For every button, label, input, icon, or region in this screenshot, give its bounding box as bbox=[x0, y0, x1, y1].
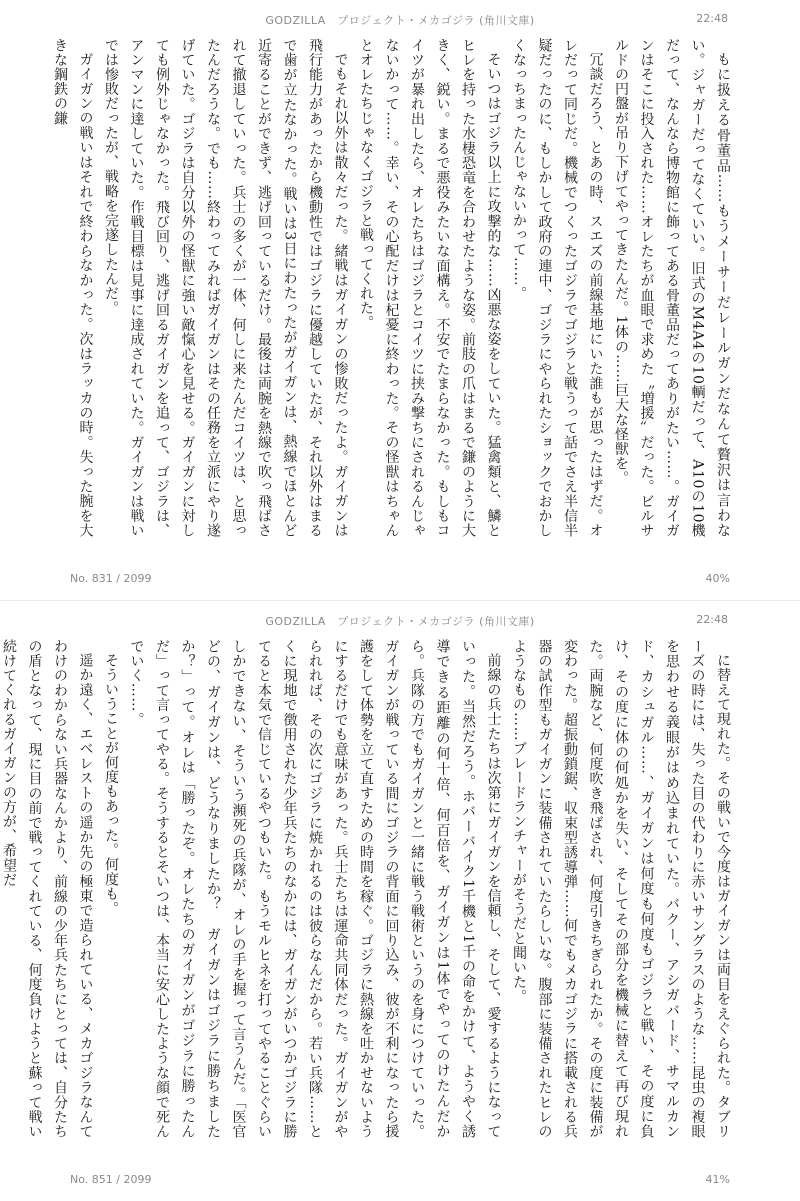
reader-footer bbox=[70, 1173, 730, 1189]
reader-page-1[interactable] bbox=[0, 0, 800, 600]
book-title: GODZILLA プロジェクト・メカゴジラ (角川文庫) bbox=[265, 14, 535, 27]
clock: 22:48 bbox=[696, 613, 728, 626]
paragraph: そいつはゴジラ以上に攻撃的な……凶悪な姿をしていた。猛禽類と、鱗とヒレを持った水棲恐竜を合わせたような姿。前肢の爪はまるで鎌のように大きく、鋭い。まるで悪役みたいな面構え。不安でたまらなかった。もしもコイツが暴れ出したら、オレたちはゴジラとコイツに挟み撃ちにされるんじゃないかって……。幸い、その心配だけは杞憂に終わった。その怪獣はちゃんとオレたちじゃなくゴジラと戦ってくれた。 bbox=[358, 38, 502, 538]
reader-page-2[interactable] bbox=[0, 600, 800, 1201]
paragraph: もに扱える骨董品……もうメーサーだレールガンだなんて贅沢は言わない。ジャガーだってなくていい。旧式のM4A4の10輌だって、A10の10機だって、なんなら博物館に飾ってある骨董品だってありがたい……。ガイガンはそこに投入された……オレたちが血眼で求めた〝増援〟だった。ビルサルドの円盤が吊り下げてやってきたんだ。1体の……巨大な怪獣を。 bbox=[613, 38, 731, 538]
paragraph: 遥か遠く、エベレストの遥か先の極東で造られている、メカゴジラなんてわけのわからない兵器なんかより、前線の少年兵たちにとっては、自分たちの盾となって、現に目の前で戦ってくれている、何度負けようと蘇って戦い続けてくれるガイガンの方が、希望だ bbox=[1, 639, 94, 1139]
paragraph: ガイガンの戦いはそれで終わらなかった。次はラッカの時。失った腕を大きな鋼鉄の鎌 bbox=[52, 38, 94, 538]
body-text bbox=[52, 38, 735, 548]
reader-header bbox=[0, 12, 800, 32]
paragraph: でもそれ以外は散々だった。緒戦はガイガンの惨敗だったよ。ガイガンは飛行能力があったから機動性ではゴジラに優越していたが、それ以外はまるで歯が立たなかった。戦いは3日にわたったがガイガンは、熱線でほとんど近寄ることができず、逃げ回っているだけ。最後は両腕を熱線で吹っ飛ばされて撤退していった。兵士の多くが一体、何しに来たんだコイツは、と思ったんだろうな。でも……終わってみればガイガンはその任務を立派にやり遂げていた。ゴジラは自分以外の怪獣に強い敵愾心を見せる。ガイガンに対しても例外じゃなかった。飛び回り、逃げ回るガイガンを追って、ゴジラは、アンマンに達していた。作戦目標は見事に達成されていた。ガイガンは戦いでは惨敗だったが、戦略を完遂したんだ。 bbox=[103, 38, 349, 538]
progress-percent: 40% bbox=[705, 572, 730, 585]
book-title: GODZILLA プロジェクト・メカゴジラ (角川文庫) bbox=[265, 615, 535, 628]
location-indicator: No. 851 / 2099 bbox=[70, 1173, 152, 1186]
location-indicator: No. 831 / 2099 bbox=[70, 572, 152, 585]
paragraph: そういうことが何度もあった。何度も。 bbox=[103, 653, 119, 916]
body-text bbox=[1, 639, 735, 1149]
paragraph: 冗談だろう、とあの時、スエズの前線基地にいた誰もが思ったはずだ。オレだって同じだ。機械でつくったゴジラでゴジラと戦うって話でさえ半信半疑だったのに、もしかして政府の連中、ゴジラにやられたショックでおかしくなっちまったんじゃないかって……。 bbox=[511, 38, 604, 538]
paragraph: 前線の兵士たちは次第にガイガンを信頼し、そして、愛するようになっていった。当然だろう。ホバーバイク1千機と1千の命をかけて、ようやく誘導できる距離の何十倍、何百倍を、ガイガンは1体でやってのけたんだから。兵隊の方でもガイガンと一緒に戦う戦術というのを身につけていった。ガイガンが戦っている間にゴジラの背面に回り込み、彼が不利になったら援護をして体勢を立て直すための時間を稼ぐ。ゴジラに熱線を吐かせないようにするだけでも意味があった。兵士たちは運命共同体だった。ガイガンがやられれば、その次にゴジラに焼かれるのは彼らなんだから。若い兵隊……とくに現地で徴用された少年兵たちのなかには、ガイガンがいつかゴジラに勝てると本気で信じているやつもいた。もうモルヒネを打ってやることぐらいしかできない、そういう瀕死の兵隊が、オレの手を握って言うんだ。「医官どの、ガイガンは、どうなりましたか？ ガイガンはゴジラに勝ちましたか？」って。オレは「勝ったぞ。オレたちのガイガンがゴジラに勝ったんだ」って言ってやる。そうするとそいつは、本当に安心したような顔で死んでいく……。 bbox=[128, 639, 502, 1139]
reader-header bbox=[0, 613, 800, 633]
clock: 22:48 bbox=[696, 12, 728, 25]
progress-percent: 41% bbox=[705, 1173, 730, 1186]
reader-footer bbox=[70, 572, 730, 588]
paragraph: に替えて現れた。その戦いで今度はガイガンは両目をえぐられた。タブリーズの時には、失った目の代わりに赤いサングラスのような……昆虫の複眼を思わせる義眼がはめ込まれていた。バクー、アシガバード、サマルカンド、カシュガル……、ガイガンは何度も何度もゴジラと戦い、その度に負け、その度に体の何処かを失い、そしてその部分を機械に替えて再び現れた。両腕など、何度吹き飛ばされ、何度引きちぎられたか。その度に装備が変わった。超振動鎖鋸、収束型誘導弾……何でもメカゴジラに搭載される兵器の試作型もガイガンに装備されていたらしいな。腹部に装備されたヒレのようなもの……ブレードランチャーがそうだと聞いた。 bbox=[511, 639, 731, 1139]
